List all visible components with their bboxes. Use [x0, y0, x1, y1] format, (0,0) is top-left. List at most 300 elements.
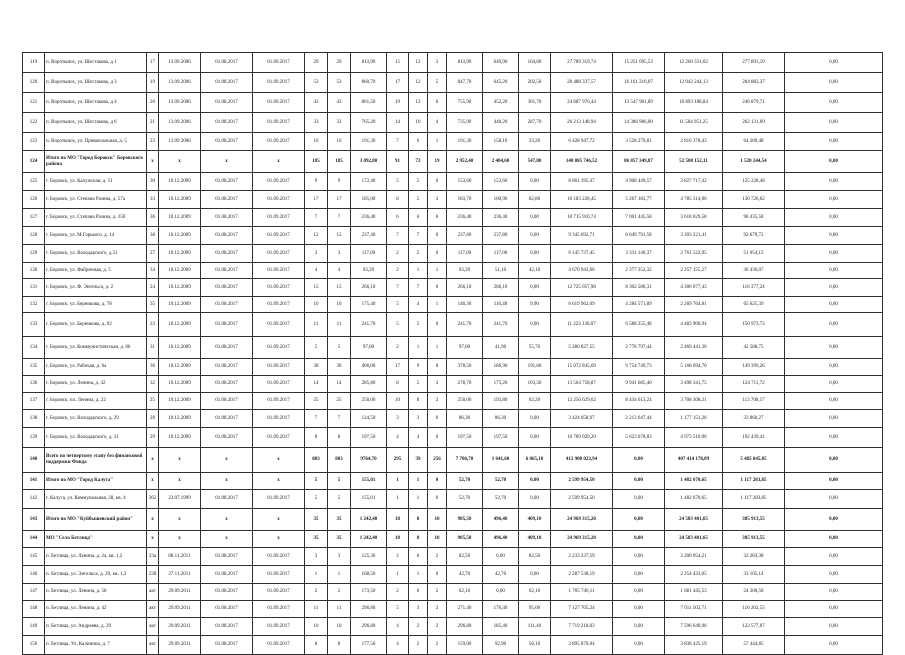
table-cell: 0,00: [785, 359, 883, 376]
table-cell: 4 306 077,43: [665, 279, 723, 297]
table-cell: 191,30: [351, 133, 387, 151]
table-cell: 1: [409, 566, 428, 584]
table-cell: 765,20: [351, 113, 387, 133]
table-cell: 36: [147, 359, 159, 376]
table-cell: 0,00: [785, 73, 883, 93]
table-cell: 135: [23, 359, 45, 376]
table-cell: 197,50: [447, 428, 483, 448]
table-cell: 9764,70: [351, 448, 387, 473]
table-cell: 86,30: [483, 410, 519, 428]
table-cell: 385 913,55: [723, 509, 785, 531]
table-cell: 172,40: [351, 173, 387, 191]
table-cell: 0,00: [785, 53, 883, 73]
table-cell: 0,00: [519, 173, 551, 191]
table-cell: 01.08.2017: [201, 297, 253, 313]
table-cell: 13.09.2006: [159, 73, 201, 93]
table-cell: 1: [428, 263, 447, 279]
table-cell: 128: [23, 227, 45, 245]
table-cell: 0,00: [519, 313, 551, 337]
table-cell: 08.11.2011: [159, 548, 201, 566]
table-cell: 1: [328, 566, 351, 584]
table-cell: 7 596 640,96: [665, 618, 723, 636]
table-cell: 2: [428, 636, 447, 655]
table-row: [23, 263, 883, 279]
table-cell: 0,00: [785, 601, 883, 618]
table-cell: 4: [409, 297, 428, 313]
table-cell: 3 827 717,42: [665, 173, 723, 191]
address-cell: п. Воротынск, ул. Шестакова, д 1: [45, 53, 147, 73]
table-cell: 9: [328, 173, 351, 191]
table-cell: 2 213 647,44: [613, 410, 665, 428]
table-cell: 24 583 401,65: [665, 531, 723, 548]
table-cell: 7: [387, 133, 409, 151]
table-cell: 0,00: [785, 263, 883, 279]
table-cell: 7 127 705,24: [551, 601, 613, 618]
table-cell: 183,70: [447, 191, 483, 209]
table-cell: 8: [409, 393, 428, 410]
table-cell: 30: [147, 173, 159, 191]
table-cell: 10.12.2009: [159, 209, 201, 227]
table-cell: 25: [305, 393, 328, 410]
table-cell: 185,00: [351, 191, 387, 209]
table-cell: 192 439,41: [723, 428, 785, 448]
table-cell: 18: [387, 509, 409, 531]
table-cell: 0,00: [785, 428, 883, 448]
table-cell: 10.12.2009: [159, 393, 201, 410]
table-cell: 6 145 737,45: [551, 245, 613, 263]
table-cell: 111,40: [519, 618, 551, 636]
table-cell: 01.09.2017: [253, 428, 305, 448]
table-cell: 01.08.2017: [201, 359, 253, 376]
table-cell: 35: [328, 531, 351, 548]
table-cell: 8: [428, 359, 447, 376]
table-cell: 278,70: [447, 376, 483, 393]
table-cell: x: [201, 448, 253, 473]
address-cell: п. Бетлица, ул. Энгельса, д. 29, кв. 1,2: [45, 566, 147, 584]
table-cell: 2 257 155,27: [665, 263, 723, 279]
table-cell: 0,00: [519, 227, 551, 245]
table-cell: 82,50: [447, 548, 483, 566]
table-cell: 01.08.2017: [201, 227, 253, 245]
table-cell: 23: [147, 133, 159, 151]
table-cell: 130 726,62: [723, 191, 785, 209]
table-cell: 3: [305, 548, 328, 566]
table-cell: 202,50: [519, 73, 551, 93]
table-cell: 11: [305, 601, 328, 618]
table-cell: 01.08.2017: [201, 313, 253, 337]
table-cell: 51,10: [483, 263, 519, 279]
table-cell: 0: [409, 548, 428, 566]
table-cell: 14: [387, 113, 409, 133]
table-cell: 140 885 746,52: [551, 151, 613, 173]
table-cell: 145: [23, 548, 45, 566]
table-cell: 14 386 986,00: [613, 113, 665, 133]
table-cell: 01.08.2017: [201, 376, 253, 393]
table-cell: 905,50: [447, 509, 483, 531]
table-row: [23, 209, 883, 227]
table-cell: 10 183 228,45: [551, 191, 613, 209]
table-cell: 10: [387, 393, 409, 410]
table-cell: 3: [428, 376, 447, 393]
table-cell: 52,70: [447, 490, 483, 509]
table-cell: 64 289,48: [723, 133, 785, 151]
table-cell: 124,50: [351, 410, 387, 428]
table-cell: 01.08.2017: [201, 428, 253, 448]
address-cell: г. Боровск, ул. Ленина, д. 42: [45, 376, 147, 393]
table-cell: 1 681 445,53: [665, 584, 723, 601]
table-cell: 01.08.2017: [201, 263, 253, 279]
table-cell: 7 719 218,03: [551, 618, 613, 636]
table-cell: 25: [328, 393, 351, 410]
table-cell: 01.08.2017: [201, 279, 253, 297]
table-cell: 9 345 692,71: [551, 227, 613, 245]
table-cell: 1: [305, 566, 328, 584]
table-cell: 01.08.2017: [201, 93, 253, 113]
table-cell: 19: [428, 151, 447, 173]
table-cell: 256: [428, 448, 447, 473]
table-cell: 01.09.2017: [253, 548, 305, 566]
table-cell: 0,00: [613, 490, 665, 509]
table-cell: 2: [305, 584, 328, 601]
table-cell: 266,10: [447, 279, 483, 297]
table-row: [23, 490, 883, 509]
table-cell: 33: [305, 113, 328, 133]
address-cell: п. Бетлица, ул. Андреева, д. 29: [45, 618, 147, 636]
table-cell: 19: [387, 93, 409, 113]
table-cell: 2 952,40: [447, 151, 483, 173]
table-cell: 141: [23, 473, 45, 490]
table-cell: 133: [23, 313, 45, 337]
table-cell: 176,40: [483, 601, 519, 618]
table-cell: 6: [409, 133, 428, 151]
table-cell: 2 377 352,32: [613, 263, 665, 279]
table-cell: 138: [23, 410, 45, 428]
table-cell: 01.08.2017: [201, 133, 253, 151]
table-cell: 01.09.2017: [253, 113, 305, 133]
table-cell: 159,00: [447, 636, 483, 655]
table-cell: 287,70: [519, 113, 551, 133]
table-cell: 100,90: [483, 191, 519, 209]
table-cell: 91: [387, 151, 409, 173]
table-cell: 197,50: [483, 428, 519, 448]
address-cell: п. Воротынск, ул. Привокзальная, д. 5: [45, 133, 147, 151]
table-cell: 97,60: [351, 337, 387, 359]
table-cell: 35: [305, 531, 328, 548]
table-cell: 127: [23, 209, 45, 227]
table-cell: 803: [305, 448, 328, 473]
address-cell: п. Бетлица, ул. Ленина, д. 42: [45, 601, 147, 618]
table-cell: 01.08.2017: [201, 410, 253, 428]
table-cell: 43: [328, 93, 351, 113]
table-cell: 5 267 183,77: [613, 191, 665, 209]
table-cell: 01.08.2017: [201, 113, 253, 133]
table-cell: 0,00: [519, 410, 551, 428]
table-cell: 164,00: [519, 53, 551, 73]
table-cell: 1: [387, 566, 409, 584]
table-cell: 241,70: [483, 313, 519, 337]
table-cell: 7: [328, 209, 351, 227]
table-cell: 16 161 210,07: [613, 73, 665, 93]
table-cell: 9: [305, 173, 328, 191]
table-cell: 3 203 221,41: [665, 227, 723, 245]
table-cell: 0,00: [613, 473, 665, 490]
table-cell: 10.12.2009: [159, 313, 201, 337]
table-cell: 813,90: [447, 53, 483, 73]
table-cell: 52,70: [483, 473, 519, 490]
table-cell: 12: [305, 227, 328, 245]
table-cell: 241,70: [447, 313, 483, 337]
table-cell: x: [159, 473, 201, 490]
table-cell: 10.12.2009: [159, 263, 201, 279]
table-cell: 0,00: [785, 636, 883, 655]
table-cell: 0,00: [785, 393, 883, 410]
table-cell: 4 670 943,66: [551, 263, 613, 279]
table-cell: 1: [387, 473, 409, 490]
table-cell: 13 547 901,89: [613, 93, 665, 113]
table-cell: 4 973 510,96: [665, 428, 723, 448]
table-cell: 7: [305, 410, 328, 428]
table-cell: 8: [305, 636, 328, 655]
table-cell: 125: [23, 173, 45, 191]
table-cell: 10 715 910,74: [551, 209, 613, 227]
table-cell: 0: [428, 245, 447, 263]
table-cell: 11 223 130,07: [551, 313, 613, 337]
table-cell: 2: [387, 245, 409, 263]
table-cell: 01.08.2017: [201, 173, 253, 191]
table-cell: 246 879,71: [723, 93, 785, 113]
table-cell: 3 092,80: [351, 151, 387, 173]
address-cell: Итого по МО "Город Калуга": [45, 473, 147, 490]
table-cell: 126: [23, 191, 45, 209]
table-cell: x: [159, 509, 201, 531]
table-cell: 173,50: [351, 584, 387, 601]
table-cell: 0,00: [519, 279, 551, 297]
table-row: [23, 410, 883, 428]
table-cell: 29.09.2011: [159, 601, 201, 618]
table-row: [23, 113, 883, 133]
table-cell: 10.12.2009: [159, 337, 201, 359]
table-cell: 0,00: [613, 618, 665, 636]
table-cell: 6: [387, 209, 409, 227]
total-row: [23, 509, 883, 531]
table-cell: 56,10: [519, 636, 551, 655]
table-cell: 0: [428, 173, 447, 191]
table-cell: 113 708,17: [723, 393, 785, 410]
table-cell: 905,50: [447, 531, 483, 548]
table-cell: 10.12.2009: [159, 359, 201, 376]
table-cell: 26 213 148,94: [551, 113, 613, 133]
table-cell: 813,90: [351, 53, 387, 73]
table-cell: 0,00: [785, 448, 883, 473]
table-cell: 36 436,07: [723, 263, 785, 279]
table-cell: 0: [428, 279, 447, 297]
table-cell: 15 072 845,69: [551, 359, 613, 376]
table-cell: 256,00: [351, 393, 387, 410]
table-cell: 0,00: [785, 279, 883, 297]
table-cell: 295: [387, 448, 409, 473]
table-cell: 0,00: [785, 151, 883, 173]
table-cell: 755,90: [447, 93, 483, 113]
table-cell: 407 414 178,89: [665, 448, 723, 473]
table-cell: 0,00: [613, 548, 665, 566]
table-cell: 01.09.2017: [253, 337, 305, 359]
table-cell: 137: [23, 393, 45, 410]
table-cell: 62,20: [519, 393, 551, 410]
table-cell: 38: [328, 359, 351, 376]
table-cell: 24 969 315,20: [551, 531, 613, 548]
table-cell: 5: [328, 337, 351, 359]
table-cell: 121: [23, 93, 45, 113]
table-cell: 01.08.2017: [201, 245, 253, 263]
table-cell: 8: [387, 376, 409, 393]
table-cell: 3: [387, 410, 409, 428]
table-cell: 7: [305, 209, 328, 227]
address-cell: г. Боровск, ул. Берникова, д. 78: [45, 297, 147, 313]
table-cell: 547,80: [519, 151, 551, 173]
table-cell: 0,00: [785, 566, 883, 584]
table-cell: 36: [147, 209, 159, 227]
table-cell: 6 065,10: [519, 448, 551, 473]
table-cell: 24 300,58: [723, 584, 785, 601]
table-cell: 0,00: [785, 133, 883, 151]
table-cell: 3: [409, 410, 428, 428]
table-cell: 8 861 395,47: [551, 173, 613, 191]
table-cell: 35: [305, 509, 328, 531]
table-cell: 7 706,70: [447, 448, 483, 473]
table-cell: x: [201, 151, 253, 173]
table-cell: 33,20: [519, 133, 551, 151]
table-cell: 1: [428, 337, 447, 359]
table-cell: 7 001 445,58: [613, 209, 665, 227]
table-cell: 301,70: [519, 93, 551, 113]
table-cell: 01.09.2017: [253, 618, 305, 636]
table-cell: 13.09.2006: [159, 113, 201, 133]
table-cell: 1: [409, 263, 428, 279]
table-cell: 142: [23, 490, 45, 509]
table-cell: 123: [23, 133, 45, 151]
table-cell: 86,30: [447, 410, 483, 428]
table-cell: 33 860,27: [723, 410, 785, 428]
table-cell: x: [147, 473, 159, 490]
table-cell: 236,40: [351, 209, 387, 227]
table-cell: 01.08.2017: [201, 209, 253, 227]
table-cell: 52 508 152,11: [665, 151, 723, 173]
table-cell: 11: [328, 313, 351, 337]
table-cell: 155,01: [351, 490, 387, 509]
table-cell: 649,90: [483, 53, 519, 73]
table-cell: 65 625,39: [723, 297, 785, 313]
table-cell: 01.08.2017: [201, 490, 253, 509]
table-cell: 0: [409, 584, 428, 601]
table-cell: 130: [23, 263, 45, 279]
address-cell: п. Воротынск, ул. Шестакова, д 6: [45, 113, 147, 133]
table-cell: 17: [387, 73, 409, 93]
table-cell: x: [159, 531, 201, 548]
table-cell: 34: [147, 263, 159, 279]
table-cell: 1 117 283,85: [723, 473, 785, 490]
table-cell: 4: [328, 263, 351, 279]
table-cell: 13.09.2006: [159, 53, 201, 73]
table-row: [23, 191, 883, 209]
table-cell: 0,00: [613, 584, 665, 601]
table-row: [23, 173, 883, 191]
table-cell: 15: [328, 279, 351, 297]
table-cell: 1 520 244,54: [723, 151, 785, 173]
table-cell: 266,10: [483, 279, 519, 297]
table-cell: 0: [428, 428, 447, 448]
address-cell: п. Воротынск, ул. Шестакова, д 3: [45, 73, 147, 93]
table-cell: 4 785 314,06: [665, 191, 723, 209]
table-row: [23, 227, 883, 245]
table-cell: 17: [387, 359, 409, 376]
table-cell: 29.09.2011: [159, 636, 201, 655]
table-cell: 62,10: [447, 584, 483, 601]
table-cell: 150 973,73: [723, 313, 785, 337]
table-cell: 122: [23, 113, 45, 133]
table-cell: 1: [387, 490, 409, 509]
table-cell: 0: [428, 313, 447, 337]
table-cell: 10: [409, 113, 428, 133]
table-cell: 185: [328, 151, 351, 173]
table-cell: 0,00: [785, 209, 883, 227]
table-cell: 131: [23, 279, 45, 297]
address-cell: г. Боровск, ул. М.Горького, д. 14: [45, 227, 147, 245]
table-row: [23, 376, 883, 393]
table-cell: 1 117 283,85: [723, 490, 785, 509]
table-cell: 296,80: [351, 601, 387, 618]
table-cell: x: [253, 473, 305, 490]
table-cell: 10.12.2009: [159, 173, 201, 191]
table-cell: 55,70: [519, 337, 551, 359]
table-cell: 0,00: [785, 410, 883, 428]
table-cell: 2 599 954,50: [551, 490, 613, 509]
address-cell: г. Боровск, ул. Калужская, д. 51: [45, 173, 147, 191]
table-cell: 1: [409, 337, 428, 359]
table-cell: 10.12.2009: [159, 245, 201, 263]
table-cell: 01.09.2017: [253, 297, 305, 313]
table-cell: 132: [23, 297, 45, 313]
table-cell: 0,00: [785, 245, 883, 263]
table-cell: 24 687 970,44: [551, 93, 613, 113]
address-cell: г. Боровск, ул. Рабочая, д. 6а: [45, 359, 147, 376]
table-cell: 4: [387, 636, 409, 655]
table-cell: 1 242,40: [351, 509, 387, 531]
table-cell: 3 708 308,21: [665, 393, 723, 410]
table-cell: 3 528 279,81: [613, 133, 665, 151]
table-cell: 2: [409, 245, 428, 263]
table-cell: акт: [147, 636, 159, 655]
table-cell: 4 908 449,57: [613, 173, 665, 191]
table-cell: 82,50: [519, 548, 551, 566]
table-cell: 147: [23, 584, 45, 601]
table-cell: 0,00: [519, 566, 551, 584]
table-cell: 5 485 845,05: [723, 448, 785, 473]
table-cell: 12 725 057,98: [551, 279, 613, 297]
table-cell: 0,00: [613, 509, 665, 531]
table-cell: 4 284 571,89: [613, 297, 665, 313]
address-cell: г. Боровск, ул. Володарского, д. 29: [45, 410, 147, 428]
table-cell: 10 893 188,84: [665, 93, 723, 113]
table-cell: 1: [428, 297, 447, 313]
table-cell: 16: [328, 133, 351, 151]
table-cell: 2: [409, 636, 428, 655]
table-cell: 117,00: [351, 245, 387, 263]
table-cell: 2 269 764,81: [665, 297, 723, 313]
table-cell: 6: [428, 93, 447, 113]
table-cell: 1 482 670,65: [665, 473, 723, 490]
address-cell: г. Боровск, ул. Фабричная, д. 5: [45, 263, 147, 279]
table-cell: 2 599 954,50: [551, 473, 613, 490]
